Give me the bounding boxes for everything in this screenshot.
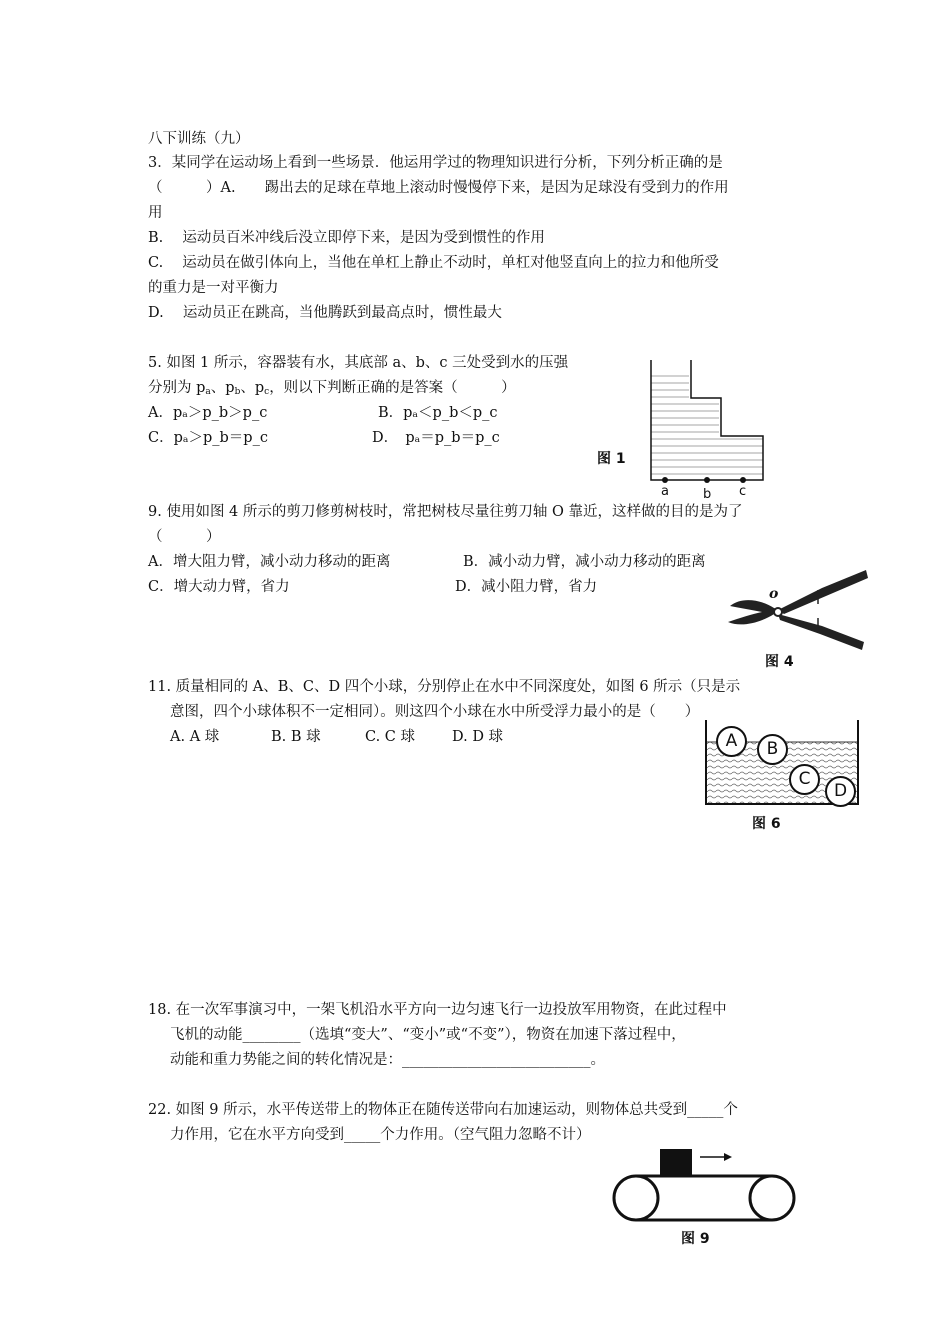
ball-b: B bbox=[757, 734, 788, 765]
point-c-label: c bbox=[739, 484, 747, 499]
q5-option-a: A．pₐ＞p_b＞p_c bbox=[148, 405, 268, 421]
q9-line-2: （ ） bbox=[148, 529, 221, 545]
q5-option-d: D． pₐ＝p_b＝p_c bbox=[372, 430, 500, 446]
q11-line-1: 11. 质量相同的 A、B、C、D 四个小球，分别停止在水中不同深度处，如图 6 所示（只是示 bbox=[148, 679, 741, 695]
q11-line-2: 意图，四个小球体积不一定相同）。则这四个小球在水中所受浮力最小的是（ ） bbox=[170, 704, 700, 720]
axis-o-point bbox=[774, 608, 782, 616]
point-b-label: b bbox=[703, 487, 712, 502]
figure-4-scissors-diagram bbox=[722, 566, 868, 654]
q3-option-d: D. 运动员正在跳高，当他腾跃到最高点时，惯性最大 bbox=[148, 305, 502, 321]
ball-d: D bbox=[825, 776, 856, 807]
q3-option-c-line-2: 的重力是一对平衡力 bbox=[148, 280, 279, 296]
q9-option-c: C．增大动力臂，省力 bbox=[148, 579, 290, 595]
q3-line-2: （ ）A. 踢出去的足球在草地上滚动时慢慢停下来，是因为足球没有受到力的作用 bbox=[148, 180, 729, 196]
figure-6-label: 图 6 bbox=[752, 816, 781, 832]
q18-line-1: 18. 在一次军事演习中，一架飞机沿水平方向一边匀速飞行一边投放军用物资，在此过程中 bbox=[148, 1002, 727, 1018]
document-title: 八下训练（九） bbox=[148, 131, 250, 147]
q11-option-a: A. A 球 bbox=[170, 729, 220, 745]
q18-line-3: 动能和重力势能之间的转化情况是：__________________________。 bbox=[170, 1052, 605, 1068]
q22-line-1: 22. 如图 9 所示，水平传送带上的物体正在随传送带向右加速运动，则物体总共受到_____个 bbox=[148, 1102, 738, 1118]
q9-option-d: D．减小阻力臂，省力 bbox=[455, 579, 598, 595]
q11-option-c: C. C 球 bbox=[365, 729, 415, 745]
q3-line-1: 3．某同学在运动场上看到一些场景．他运用学过的物理知识进行分析，下列分析正确的是 bbox=[148, 155, 723, 171]
q9-option-a: A．增大阻力臂，减小动力移动的距离 bbox=[148, 554, 391, 570]
axis-o-label: o bbox=[769, 586, 779, 602]
ball-c: C bbox=[789, 764, 820, 795]
q5-option-c: C．pₐ＞p_b＝p_c bbox=[148, 430, 268, 446]
q9-line-1: 9. 使用如图 4 所示的剪刀修剪树枝时，常把树枝尽量往剪刀轴 O 靠近，这样做的目的是为了 bbox=[148, 504, 743, 520]
q3-option-c-line-1: C. 运动员在做引体向上，当他在单杠上静止不动时，单杠对他竖直向上的拉力和他所受 bbox=[148, 255, 719, 271]
q22-line-2: 力作用，它在水平方向受到_____个力作用。（空气阻力忽略不计） bbox=[170, 1127, 591, 1143]
point-b-marker bbox=[704, 477, 710, 483]
figure-9-label: 图 9 bbox=[681, 1231, 710, 1247]
ball-a: A bbox=[716, 726, 747, 757]
right-arrow-icon bbox=[724, 1153, 732, 1161]
q3-line-3: 用 bbox=[148, 205, 163, 221]
object-block bbox=[660, 1149, 692, 1175]
q5-line-2: 分别为 $p_a$、$p_b$、$p_c$，则以下判断正确的是答案（ ） bbox=[148, 380, 516, 397]
left-roller bbox=[614, 1176, 658, 1220]
figure-1-label: 图 1 bbox=[597, 451, 626, 467]
right-roller bbox=[750, 1176, 794, 1220]
q5-line-1: 5. 如图 1 所示，容器装有水，其底部 a、b、c 三处受到水的压强 bbox=[148, 355, 569, 371]
q3-option-b: B. 运动员百米冲线后没立即停下来，是因为受到惯性的作用 bbox=[148, 230, 545, 246]
q5-option-b: B．pₐ＜p_b＜p_c bbox=[378, 405, 498, 421]
figure-4-label: 图 4 bbox=[765, 654, 794, 670]
point-a-label: a bbox=[661, 484, 669, 499]
q11-option-d: D. D 球 bbox=[452, 729, 504, 745]
q18-line-2: 飞机的动能________（选填“变大”、“变小”或“不变”），物资在加速下落过程中， bbox=[170, 1027, 686, 1043]
q11-option-b: B. B 球 bbox=[271, 729, 321, 745]
figure-9-conveyor-diagram bbox=[608, 1146, 800, 1226]
q9-option-b: B．减小动力臂，减小动力移动的距离 bbox=[463, 554, 706, 570]
